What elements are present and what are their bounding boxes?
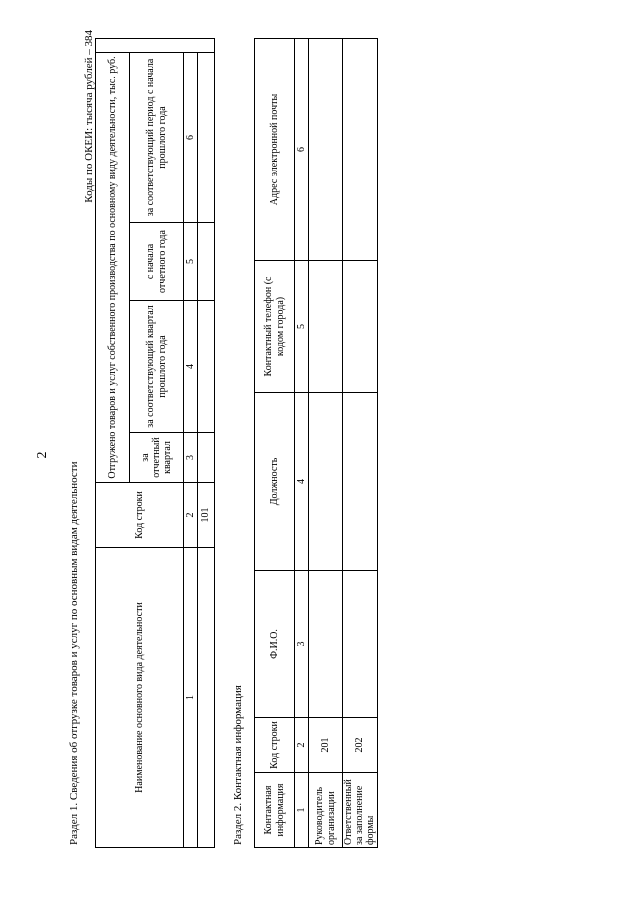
okei-code-note: Коды по ОКЕИ: тысяча рублей – 384 <box>83 30 95 203</box>
column-number: 4 <box>184 301 198 433</box>
header-current-quarter: за отчетный квартал <box>130 433 184 483</box>
position-cell[interactable] <box>343 393 378 571</box>
contact-label-head: Руководитель организации <box>309 773 343 848</box>
column-number: 3 <box>184 433 198 483</box>
row-code-cell: 101 <box>198 483 215 548</box>
header-prev-year-quarter: за соответствующий квартал прошлого года <box>130 301 184 433</box>
header-shipped-group: Отгружено товаров и услуг собственного производства по основному виду деятельности, тыс. руб. <box>96 52 130 482</box>
full-name-cell[interactable] <box>343 571 378 718</box>
activity-name-cell[interactable] <box>198 548 215 848</box>
position-cell[interactable] <box>309 393 343 571</box>
table-edge-column <box>96 38 215 52</box>
header-activity-name: Наименование основного вида деятельности <box>96 548 184 848</box>
header-prev-year-period: за соответствующий период с начала прошлого года <box>130 52 184 222</box>
section1-title: Раздел 1. Сведения об отгрузке товаров и услуг по основным видам деятельности <box>68 461 80 845</box>
page-number: 2 <box>35 451 50 459</box>
column-number: 2 <box>295 718 309 773</box>
column-number: 1 <box>184 548 198 848</box>
email-cell[interactable] <box>309 39 343 261</box>
value-cell[interactable] <box>198 223 215 301</box>
phone-cell[interactable] <box>309 261 343 393</box>
header-email: Адрес электронной почты <box>255 39 295 261</box>
table-row <box>343 39 378 848</box>
table-row <box>309 39 343 848</box>
contact-label-responsible: Ответственный за заполнение формы <box>343 773 378 848</box>
column-number: 6 <box>295 39 309 261</box>
section2-title: Раздел 2. Контактная информация <box>232 685 244 845</box>
column-number: 5 <box>184 223 198 301</box>
column-number: 3 <box>295 571 309 718</box>
column-number: 4 <box>295 393 309 571</box>
header-row-code: Код строки <box>255 718 295 773</box>
value-cell[interactable] <box>198 52 215 222</box>
column-number: 5 <box>295 261 309 393</box>
email-cell[interactable] <box>343 39 378 261</box>
column-number: 6 <box>184 52 198 222</box>
header-position: Должность <box>255 393 295 571</box>
table-row <box>198 38 215 847</box>
row-code-cell: 202 <box>343 718 378 773</box>
column-number: 2 <box>184 483 198 548</box>
phone-cell[interactable] <box>343 261 378 393</box>
header-contact-info: Контактная информация <box>255 773 295 848</box>
header-since-year-start: с начала отчетного года <box>130 223 184 301</box>
value-cell[interactable] <box>198 301 215 433</box>
header-row-code: Код строки <box>96 483 184 548</box>
value-cell[interactable] <box>198 433 215 483</box>
header-full-name: Ф.И.О. <box>255 571 295 718</box>
column-number: 1 <box>295 773 309 848</box>
section1-table <box>95 38 215 848</box>
row-code-cell: 201 <box>309 718 343 773</box>
header-phone: Контактный телефон (с кодом города) <box>255 261 295 393</box>
section2-table <box>254 38 378 848</box>
full-name-cell[interactable] <box>309 571 343 718</box>
